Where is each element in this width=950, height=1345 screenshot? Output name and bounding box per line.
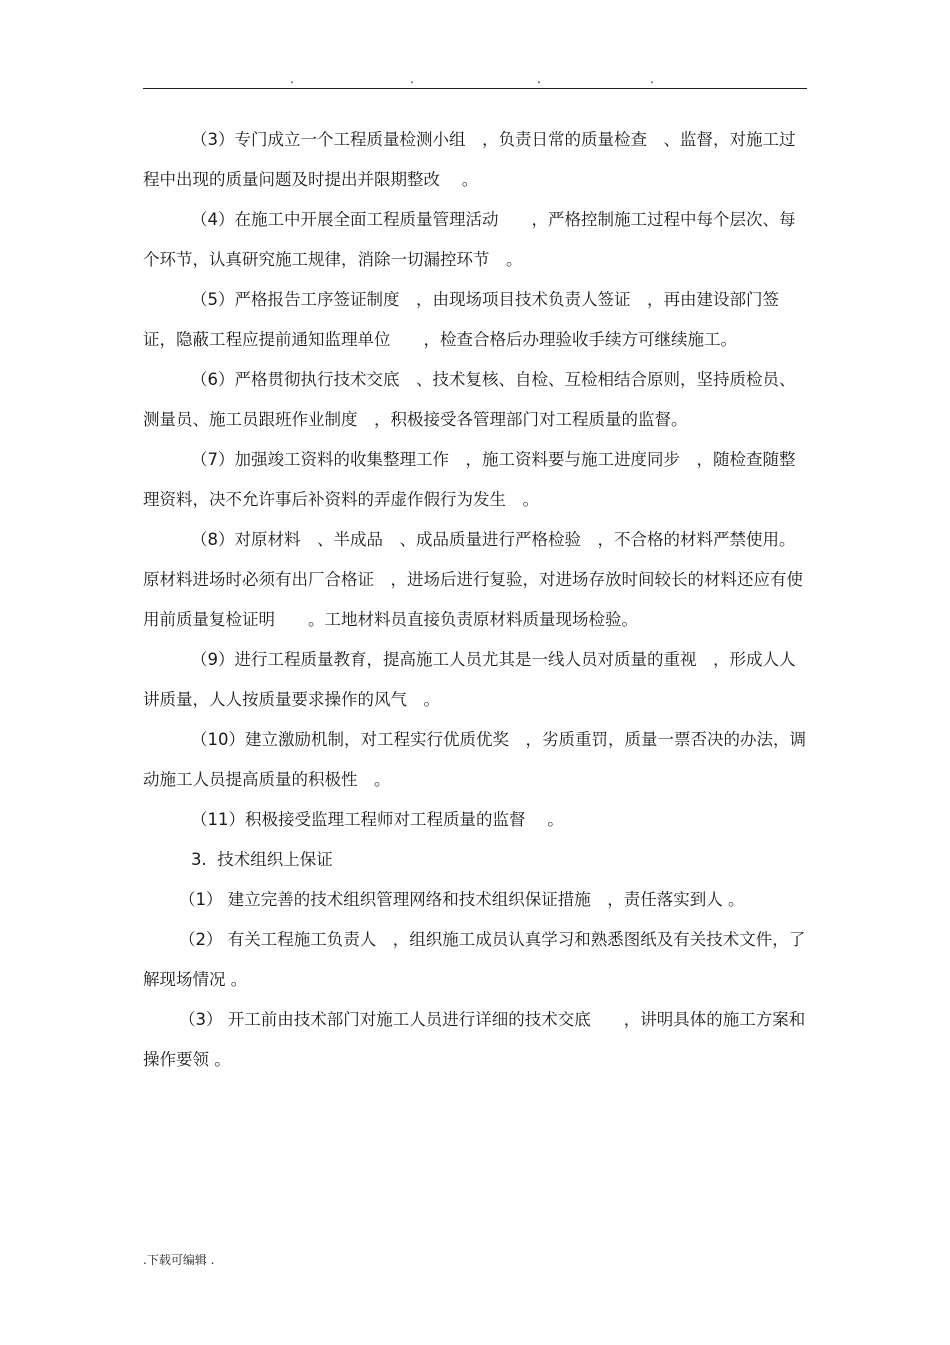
paragraph: （6）严格贯彻执行技术交底 、技术复核、自检、互检相结合原则，坚持质检员、测量员、施工员跟班作业制度 ，积极接受各管理部门对工程质量的监督。: [143, 370, 796, 429]
paragraph: （3） 开工前由技术部门对施工人员进行详细的技术交底 ，讲明具体的施工方案和操作要领 。: [143, 1010, 806, 1069]
document-body: [143, 120, 811, 1080]
paragraph: （8）对原材料 、半成品 、成品质量进行严格检验 ，不合格的材料严禁使用。原材料进场时必须有出厂合格证 ，进场后进行复验，对进场存放时间较长的材料还应有使用前质量复检证明 。工地材料员直接负责原材料质量现场检验。: [143, 530, 803, 629]
paragraph: （10）建立激励机制，对工程实行优质优奖 ，劣质重罚，质量一票否决的办法，调动施工人员提高质量的积极性 。: [143, 730, 806, 789]
paragraph: （9）进行工程质量教育，提高施工人员尤其是一线人员对质量的重视 ，形成人人讲质量，人人按质量要求操作的风气 。: [143, 650, 796, 709]
section-heading: 3. 技术组织上保证: [191, 850, 333, 869]
paragraph: （3）专门成立一个工程质量检测小组 ，负责日常的质量检查 、监督，对施工过程中出现的质量问题及时提出并限期整改 。: [143, 130, 796, 189]
header-dot: .: [410, 72, 414, 86]
header-dot: .: [537, 72, 541, 86]
header-rule: [143, 88, 807, 89]
header-dots: [0, 72, 950, 86]
paragraph: （1） 建立完善的技术组织管理网络和技术组织保证措施 ，责任落实到人 。: [179, 890, 745, 909]
paragraph: （4）在施工中开展全面工程质量管理活动 ，严格控制施工过程中每个层次、每个环节，认真研究施工规律，消除一切漏控环节 。: [143, 210, 796, 269]
paragraph: （7）加强竣工资料的收集整理工作 ，施工资料要与施工进度同步 ，随检查随整理资料，决不允许事后补资料的弄虚作假行为发生 。: [143, 450, 796, 509]
paragraph: （5）严格报告工序签证制度 ，由现场项目技术负责人签证 ，再由建设部门签证，隐蔽工程应提前通知监理单位 ，检查合格后办理验收手续方可继续施工。: [143, 290, 779, 349]
paragraph: （11）积极接受监理工程师对工程质量的监督 。: [191, 810, 564, 829]
header-dot: .: [650, 72, 654, 86]
footer-note: .下载可编辑 .: [143, 1253, 215, 1267]
paragraph: （2） 有关工程施工负责人 ，组织施工成员认真学习和熟悉图纸及有关技术文件，了解现场情况 。: [143, 930, 806, 989]
header-dot: .: [290, 72, 294, 86]
